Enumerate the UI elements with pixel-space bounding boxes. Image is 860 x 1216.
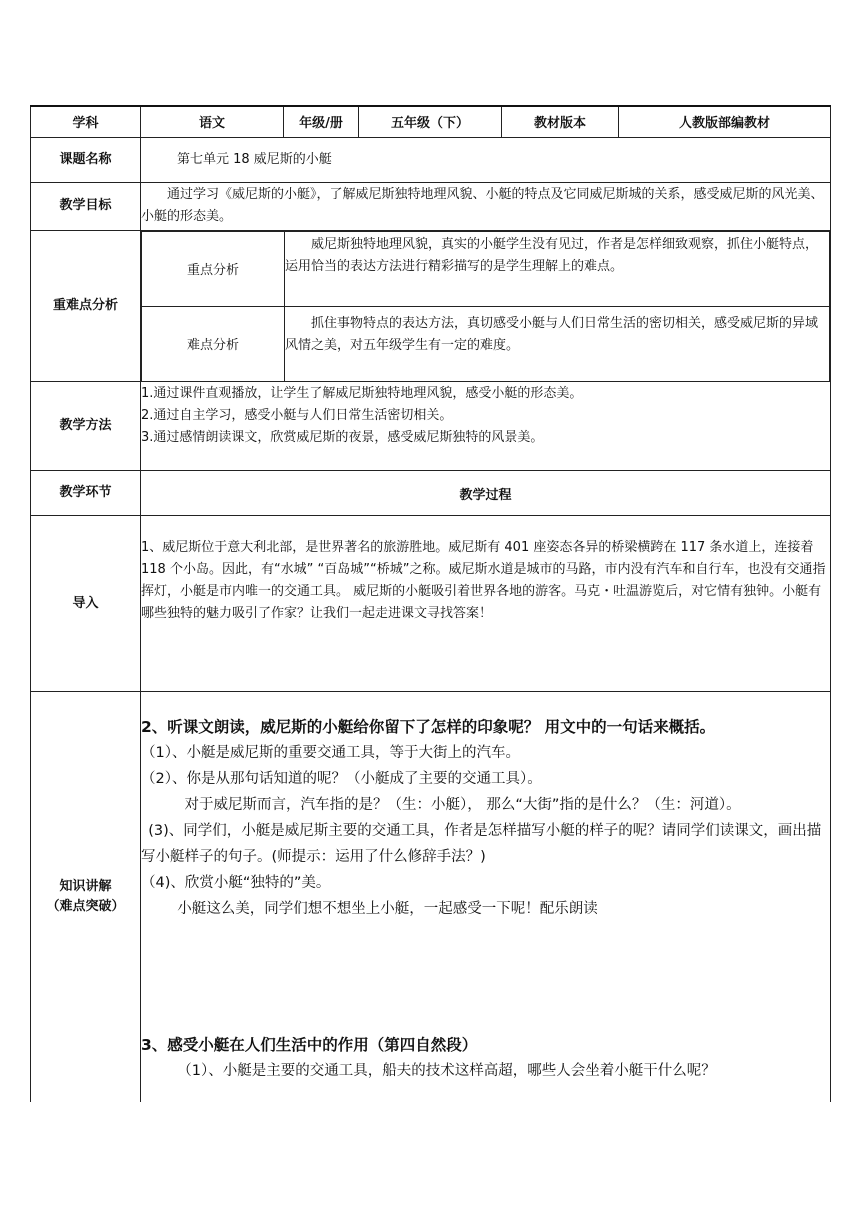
analysis-row [31,230,831,382]
key-point-row [142,231,830,306]
key-point-text: 威尼斯独特地理风貌，真实的小艇学生没有见过，作者是怎样细致观察，抓住小艇特点，运用恰当的表达方法进行精彩描写的是学生理解上的难点。 [285,236,819,274]
methods-row [31,382,831,471]
question-2-2-detail: 对于威尼斯而言，汽车指的是？（生：小艇）， 那么“大街”指的是什么？（生：河道）。 [184,797,741,813]
lesson-label: 课题名称 [31,137,141,182]
methods-label: 教学方法 [31,382,141,471]
objective-label: 教学目标 [31,182,141,230]
lesson-value: 第七单元 18 威尼斯的小艇 [141,137,831,182]
methods-cell [141,382,831,471]
edition-label: 教材版本 [502,106,619,137]
question-2-3: (3)、同学们，小艇是威尼斯主要的交通工具，作者是怎样描写小艇的样子的呢？请同学们读课文，画出描写小艇样子的句子。(师提示：运用了什么修辞手法？) [141,823,822,865]
knowledge-label-cell [31,692,141,1102]
intro-label: 导入 [31,516,141,692]
method-item: 1.通过课件直观播放，让学生了解威尼斯独特地理风貌，感受小艇的形态美。 [141,386,583,401]
subject-label: 学科 [31,106,141,137]
analysis-subtable [141,231,830,382]
question-2: 2、听课文朗读，威尼斯的小艇给你留下了怎样的印象呢？ 用文中的一句话来概括。 [141,718,716,736]
process-stage-label: 教学环节 [31,471,141,516]
analysis-subtable-cell [141,230,831,382]
method-item: 2.通过自主学习，感受小艇与人们日常生活密切相关。 [141,408,453,423]
lesson-plan [30,105,830,1102]
key-point-label: 重点分析 [142,231,285,306]
difficult-point-text: 抓住事物特点的表达方法，真切感受小艇与人们日常生活的密切相关，感受威尼斯的异域风情之美，对五年级学生有一定的难度。 [285,315,819,353]
question-3-1: （1）、小艇是主要的交通工具，船夫的技术这样高超，哪些人会坐着小艇干什么呢？ [177,1063,716,1079]
difficult-point-label: 难点分析 [142,306,285,381]
process-label: 教学过程 [141,471,831,516]
question-2-1: （1）、小艇是威尼斯的重要交通工具，等于大街上的汽车。 [141,745,520,761]
knowledge-sublabel: （难点突破） [46,898,125,914]
analysis-label: 重难点分析 [31,230,141,382]
intro-text: 1、威尼斯位于意大利北部，是世界著名的旅游胜地。威尼斯有 401 座姿态各异的桥梁横跨在 117 条水道上，连接着 118 个小岛。因此，有“水城” “百岛城”“桥城”之称。威尼斯水道是城市的马路，市内没有汽车和自行车，也没有交通指挥灯，小艇是市内唯一的交通工具。 威尼斯的小艇吸引着世界各地的游客。马克・吐温游览后，对它情有独钟。小艇有哪些独特的魅力吸引了作家？让我们一起走进课文寻找答案！ [141,540,826,621]
intro-row [31,516,831,692]
spacer [141,922,830,1032]
question-3: 3、感受小艇在人们生活中的作用（第四自然段） [141,1036,478,1054]
difficult-point-cell [285,306,830,381]
question-2-2: （2）、你是从那句话知道的呢？（小艇成了主要的交通工具）。 [141,771,542,787]
process-header-row [31,471,831,516]
grade-value: 五年级（下） [359,106,502,137]
objective-row [31,182,831,230]
knowledge-row [31,692,831,1102]
lesson-plan-table [30,105,831,1102]
grade-label: 年级/册 [284,106,359,137]
intro-cell [141,516,831,692]
subject-value: 语文 [141,106,284,137]
question-2-4: （4)、欣赏小艇“独特的”美。 [141,875,331,891]
knowledge-cell [141,692,831,1102]
edition-value: 人教版部编教材 [619,106,831,137]
difficult-point-row [142,306,830,381]
knowledge-label: 知识讲解 [59,878,112,894]
lesson-row [31,137,831,182]
objective-cell [141,182,831,230]
objective-text: 通过学习《威尼斯的小艇》，了解威尼斯独特地理风貌、小艇的特点及它同威尼斯城的关系，感受威尼斯的风光美、小艇的形态美。 [141,187,824,224]
key-point-cell [285,231,830,306]
method-item: 3.通过感情朗读课文，欣赏威尼斯的夜景，感受威尼斯独特的风景美。 [141,430,544,445]
header-row [31,106,831,137]
question-2-5: 小艇这么美，同学们想不想坐上小艇，一起感受一下呢！配乐朗读 [177,901,598,917]
